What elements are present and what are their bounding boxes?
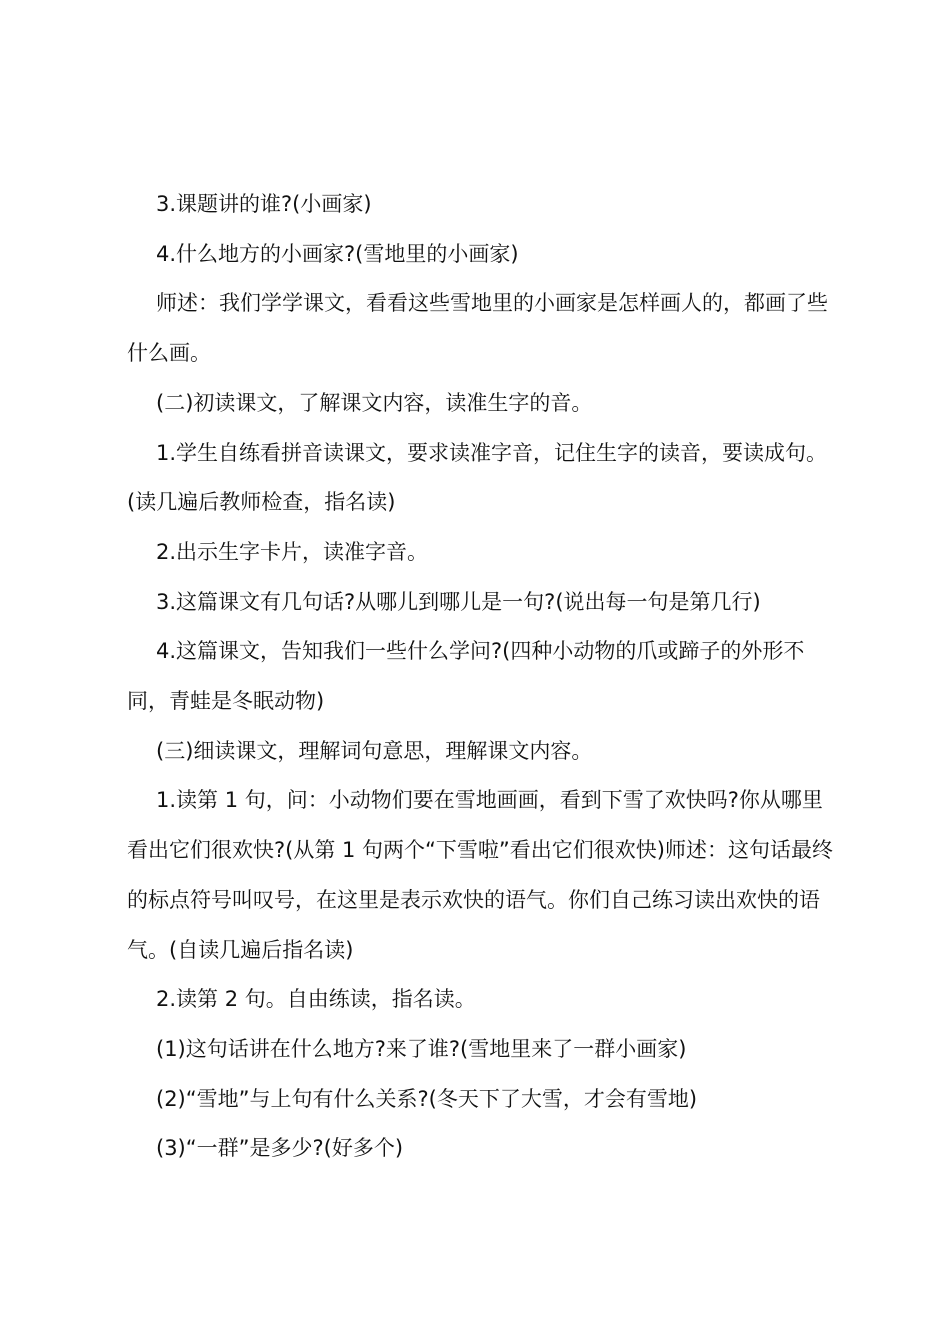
paragraph: 1.读第 1 句，问：小动物们要在雪地画画，看到下雪了欢快吗?你从哪里看出它们很欢快?(从第 1 句两个“下雪啦”看出它们很欢快)师述：这句话最终的标点符号叫叹号，在这里是表示欢快的语气。你们自己练习读出欢快的语气。(自读几遍后指名读) [127,788,833,962]
section-heading: (二)初读课文，了解课文内容，读准生字的音。 [156,390,593,415]
paragraph: 1.学生自练看拼音读课文，要求读准字音，记住生字的读音，要读成句。(读几遍后教师检查，指名读) [127,440,828,515]
paragraph: 3.课题讲的谁?(小画家) [156,192,372,216]
paragraph: (1)这句话讲在什么地方?来了谁?(雪地里来了一群小画家) [156,1036,687,1061]
paragraph: 师述：我们学学课文，看看这些雪地里的小画家是怎样画人的，都画了些什么画。 [127,291,828,366]
paragraph: 2.读第 2 句。自由练读，指名读。 [156,987,476,1012]
paragraph: 4.这篇课文，告知我们一些什么学问?(四种小动物的爪或蹄子的外形不同，青蛙是冬眠动物) [127,639,805,714]
paragraph: (2)“雪地”与上句有什么关系?(冬天下了大雪，才会有雪地) [156,1086,698,1111]
paragraph: (3)“一群”是多少?(好多个) [156,1136,404,1161]
paragraph: 2.出示生字卡片，读准字音。 [156,539,429,564]
paragraph: 3.这篇课文有几句话?从哪儿到哪儿是一句?(说出每一句是第几行) [156,589,761,614]
paragraph: 4.什么地方的小画家?(雪地里的小画家) [156,241,519,266]
document-body [127,180,833,1174]
section-heading: (三)细读课文，理解词句意思，理解课文内容。 [156,738,593,763]
